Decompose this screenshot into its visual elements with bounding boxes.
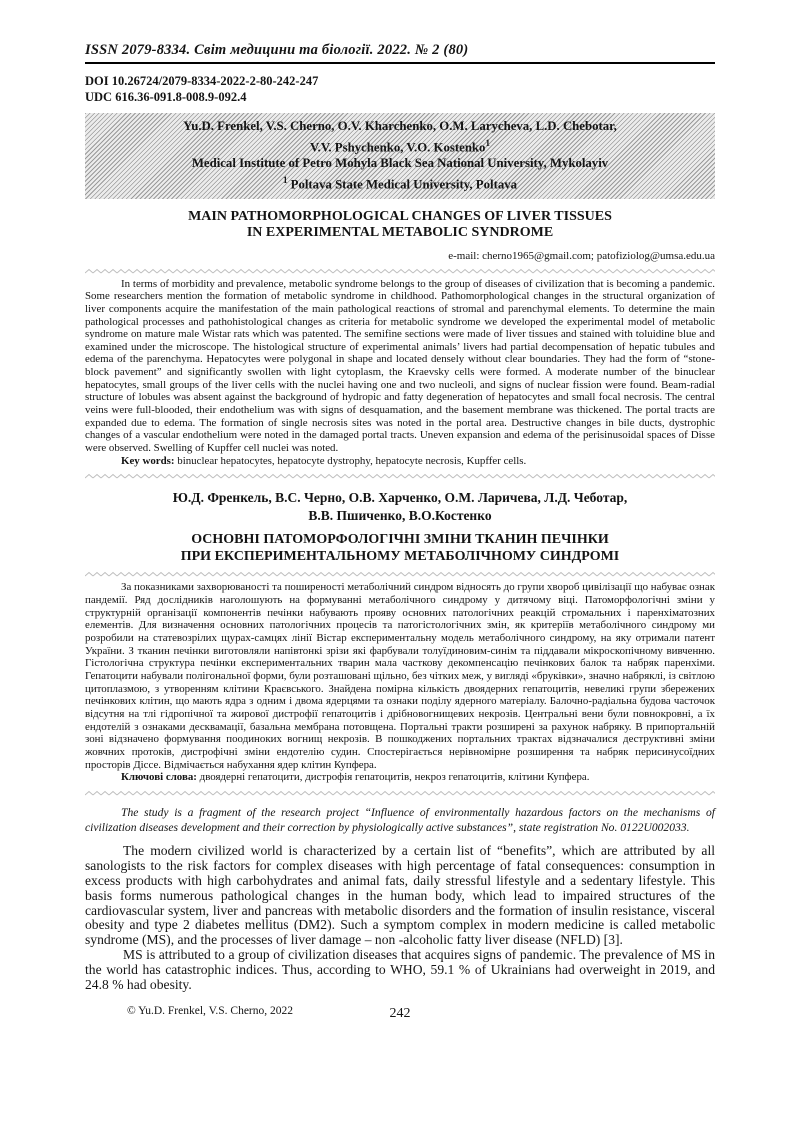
- keywords-en-text: binuclear hepatocytes, hepatocyte dystrophy, hepatocyte necrosis, Kupffer cells.: [174, 454, 527, 467]
- doi-line: DOI 10.26724/2079-8334-2022-2-80-242-247: [85, 74, 319, 88]
- page-number: 242: [389, 1005, 411, 1021]
- paper-title-uk-line1: ОСНОВНІ ПАТОМОРФОЛОГІЧНІ ЗМІНИ ТКАНИН ПЕЧІНКИ: [191, 532, 609, 548]
- abstract-en: In terms of morbidity and prevalence, metabolic syndrome belongs to the group of diseases of civilization that is becoming a pandemic. Some researchers mention the formation of metabolic syndrome in childhood. Pathomorphological changes in the structural organization of liver components acquire the manifestation of the main pathological reactions of stromal and parenchymal elements. To determine the main pathological processes and pathohistological changes as criteria for metabolic syndrome we developed the experimental model of metabolic syndrome on mature male Wistar rats which was patented. The semifine sections were made of liver tissues and stained with toluidine blue and examined under the microscope. The histological structure of experimental animals’ livers had partial decompensation of hepatic tubules and edema of the parenchyma. Hepatocytes were polygonal in shape and located densely without clear boundaries. They had the form of “stone-block pavement” and significantly swollen with light cytoplasm, the Kraevsky cells were formed. A moderate number of the binuclear hepatocytes, small groups of the liver cells with the nuclei having one and two nucleoli, and signs of nuclear fission were found. Beam-radial structure of lobules was absent against the background of hydropic and fatty degeneration of hepatocytes and small focal necrosis. The central veins were full-blooded, their endothelium was with signs of desquamation, and the basement membrane was thickened. The portal tracts are expanded due to edema. The formation of single necrosis sites was noted in the portal area. Destructive changes in bile ducts, dystrophic changes of a vascular endothelium were noted in the damaged portal tracts. Uneven expansion and edema of the perisinusoidal spaces of Disse were observed. Swelling of Kupffer cell nuclei was noted.: [85, 277, 715, 455]
- paper-title-uk-line2: ПРИ ЕКСПЕРИМЕНТАЛЬНОМУ МЕТАБОЛІЧНОМУ СИНДРОМІ: [180, 549, 620, 565]
- paper-title-en-line2: IN EXPERIMENTAL METABOLIC SYNDROME: [246, 224, 554, 240]
- keywords-en: [85, 455, 715, 468]
- affiliation-marker: 1: [485, 137, 490, 148]
- affiliation-text: Medical Institute of Petro Mohyla Black Sea National University, Mykolayiv: [191, 156, 609, 171]
- udc-line: UDC 616.36-091.8-008.9-092.4: [85, 90, 247, 104]
- abstract-uk: За показниками захворюваності та поширеності метаболічний синдром відносять до групи хвороб цивілізації що набуває ознак пандемії. Ряд дослідників наголошують на формуванні метаболічного синдрому у дитячому віці. Патоморфологічні зміни у структурній організації компонентів печінки набувають прояву основних патологічних реакцій стромальних і паренхіматозних елементів. Для визначення основних патологічних процесів та патогістологічних змін, як критеріїв метаболічного синдрому ми розробили на статевозрілих щурах-самцях лінії Вістар експериментальну модель метаболічного синдрому, на яку отримали патент України. З тканин печінки виготовляли напівтонкі зрізи які фарбували толуїдиновим-синім та піддавали мікроскопічному вивченню. Гістологічна структура печінки експериментальних тварин мала часткову декомпенсацію печінкових балок та набряк паренхіми. Гепатоцити набували полігональної форми, були розташовані щільно, без чітких меж, у вигляді «бруківки», значно набряклі, із світлою цитоплазмою, з утворенням клітини Краєвського. Знайдена помірна кількість двоядерних гепатоцитів, невеликі групи збережених печінкових клітин, що мають ядра з одним і двома ядерцями та ознаки поділу ядерного матеріалу. Балочно-радіальна будова часточок відсутня на тлі гідропічної та жирової дистрофії гепатоцитів і дрібновогнищевих некрозів. Центральні вени були повнокровні, а їх ендотелій з ознаками десквамації, базальна мембрана потовщена. Портальні тракти розширені за рахунок набряку. В припортальній зоні відзначено формування поодиноких вогнищ некрозів. В пошкоджених портальних трактах відзначалися деструктивні зміни жовчних протоків, дистрофічні зміни ендотелію судин. Спостерігається нерівномірне розширення та набряк перисинусоїдних просторів Діссе. Відмічається набухання ядер клітин Купфера.: [85, 581, 716, 771]
- authors-affiliations-band: [85, 113, 715, 199]
- keywords-uk: [85, 771, 715, 784]
- affiliation-marker: 1: [282, 174, 288, 185]
- footer-copyright: © Yu.D. Frenkel, V.S. Cherno, 2022: [127, 1004, 294, 1017]
- journal-header: ISSN 2079-8334. Світ медицини та біології. 2022. № 2 (80): [85, 42, 469, 58]
- header-rule: [85, 62, 715, 64]
- authors-line-2: [85, 135, 715, 156]
- affiliation-text: Poltava State Medical University, Poltava: [287, 177, 518, 192]
- project-note: The study is a fragment of the research project “Influence of environmentally hazardous factors on the mechanisms of civilization diseases development and their correction by physiologically active substances”, state registration No. 0122U002033.: [85, 805, 715, 835]
- zigzag-divider: [85, 473, 715, 479]
- page-content: [85, 0, 715, 1023]
- authors-line-1: [85, 118, 715, 135]
- body-paragraph-1: The modern civilized world is characterized by a certain list of “benefits”, which are attributed by all sanologists to the risk factors for complex diseases with high percentage of fatal consequences: consumption in excess products with high carbohydrates and animal fats, daily stressful lifestyle and a sedentary lifestyle. This basis forms numerous pathological changes in the human body, which lead to impaired structures of the cardiovascular system, liver and pancreas with metabolic disorders and the formation of insulin resistance, visceral obesity and type 2 diabetes mellitus (DM2). Such a symptom complex in modern medicine is called metabolic syndrome (MS), and the processes of liver damage – non -alcoholic fatty liver disease (NFLD) [3].: [85, 842, 715, 948]
- affiliation-line-2: [85, 172, 715, 193]
- zigzag-divider: [85, 571, 715, 577]
- zigzag-divider: [85, 268, 715, 274]
- paper-title-uk: [85, 531, 715, 565]
- authors-uk-line2: В.В. Пшиченко, В.О.Костенко: [308, 507, 492, 523]
- keywords-uk-label: Ключові слова:: [121, 771, 197, 784]
- paper-title-en: [85, 209, 715, 241]
- affiliation-line-1: [85, 155, 715, 172]
- authors-uk-line1: Ю.Д. Френкель, В.С. Черно, О.В. Харченко, О.М. Ларичева, Л.Д. Чеботар,: [172, 490, 628, 506]
- authors-uk: [85, 489, 715, 524]
- authors-text: V.V. Pshychenko, V.O. Kostenko: [310, 139, 486, 154]
- keywords-en-label: Key words:: [121, 454, 175, 467]
- zigzag-divider: [85, 790, 715, 796]
- email-line: e-mail: cherno1965@gmail.com; patofiziolog@umsa.edu.ua: [448, 249, 715, 262]
- keywords-uk-text: двоядерні гепатоцити, дистрофія гепатоцитів, некроз гепатоцитів, клітини Купфера.: [196, 771, 590, 784]
- page-footer: [85, 1005, 715, 1023]
- paper-title-en-line1: MAIN PATHOMORPHOLOGICAL CHANGES OF LIVER TISSUES: [188, 208, 612, 224]
- body-paragraph-2: MS is attributed to a group of civilization diseases that acquires signs of pandemic. The prevalence of MS in the world has catastrophic indices. Thus, according to WHO, 59.1 % of Ukrainians had overweight in 2019, and 24.8 % had obesity.: [85, 947, 715, 993]
- authors-text: Yu.D. Frenkel, V.S. Cherno, O.V. Kharchenko, O.M. Larycheva, L.D. Chebotar,: [183, 119, 617, 133]
